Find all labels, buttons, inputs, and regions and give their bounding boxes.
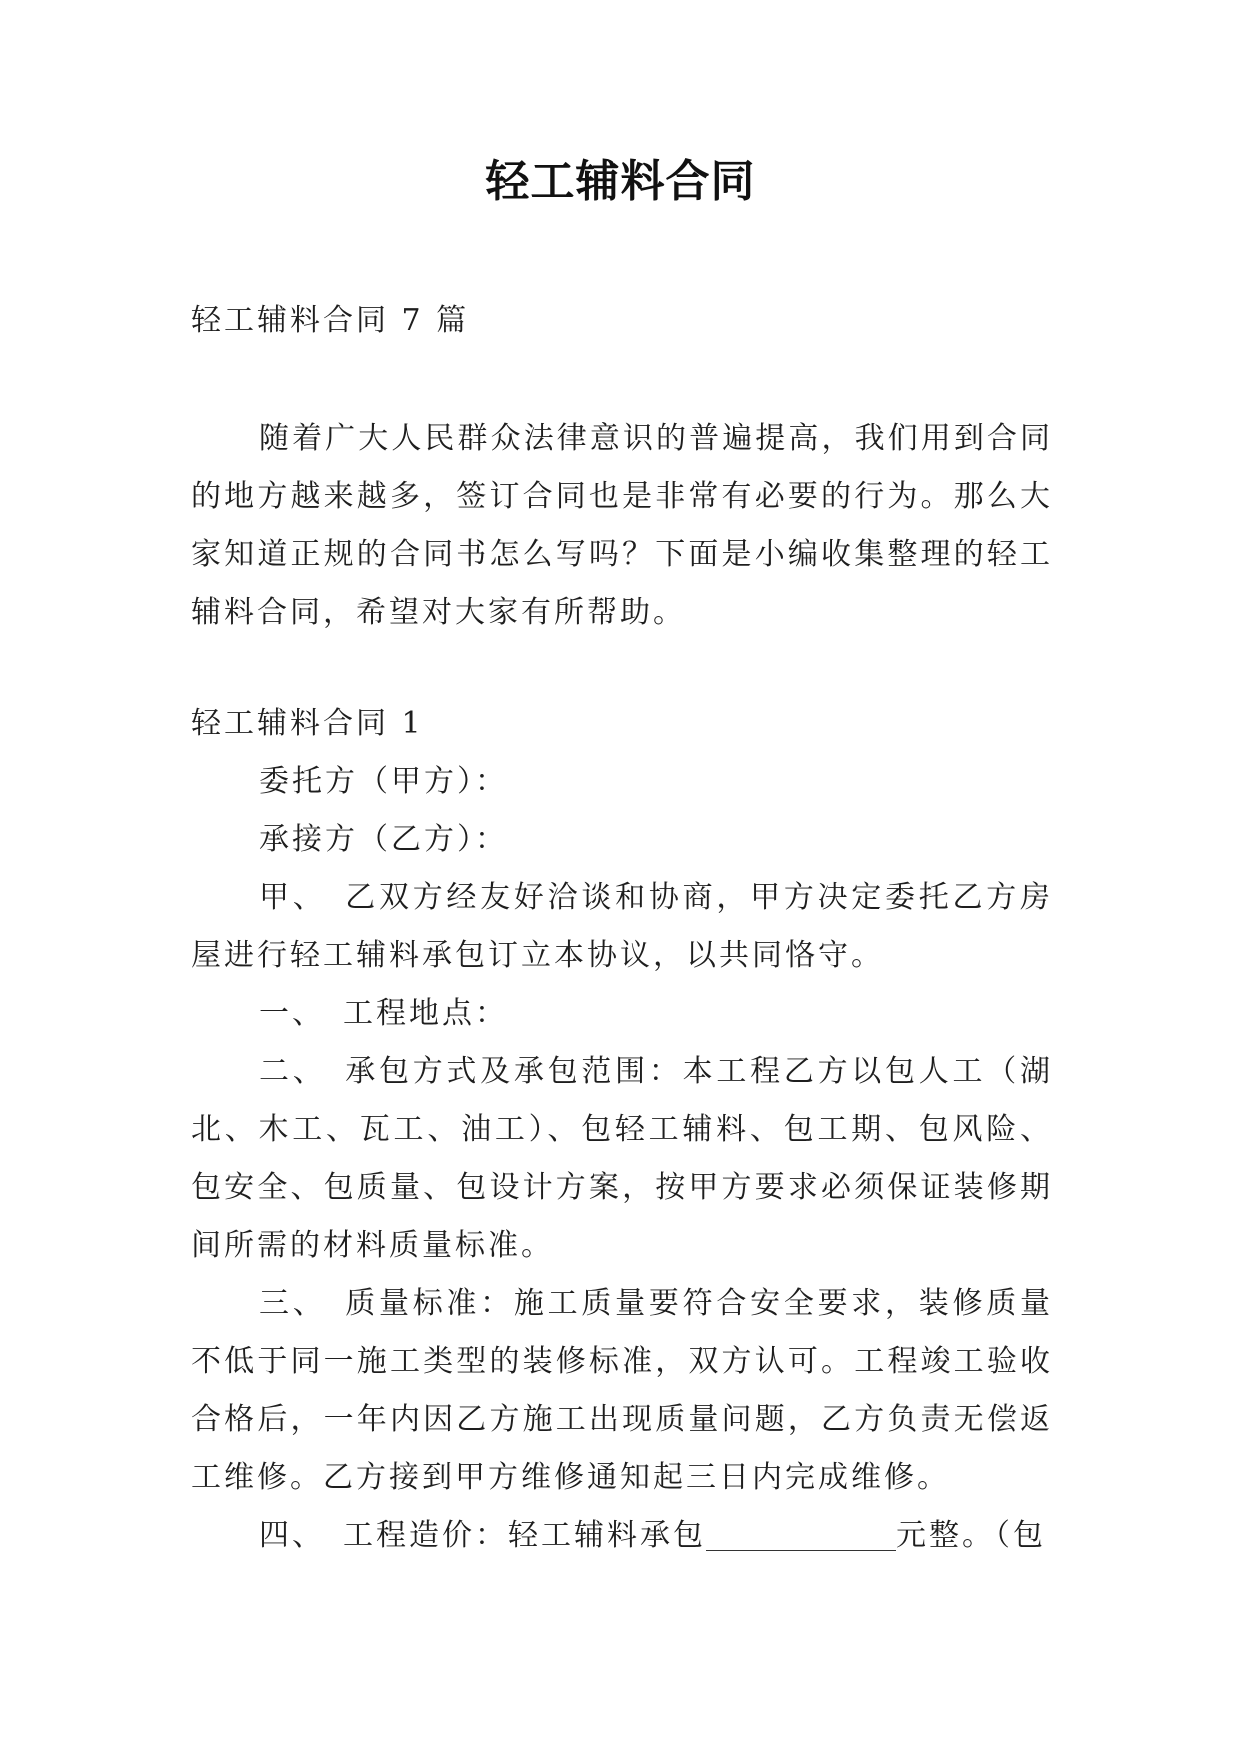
clause-price-after: 元整。（包 bbox=[896, 1518, 1046, 1553]
section-heading: 轻工辅料合同 1 bbox=[191, 706, 424, 741]
party-b-line: 承接方（乙方）： bbox=[259, 822, 508, 857]
subtitle-line: 轻工辅料合同 7 篇 bbox=[191, 303, 470, 338]
intro-paragraph: 随着广大人民群众法律意识的普遍提高，我们用到合同的地方越来越多，签订合同也是非常有必要的行为。那么大家知道正规的合同书怎么写吗？下面是小编收集整理的轻工辅料合同，希望对大家有所帮助。 bbox=[191, 421, 1053, 630]
agreement-paragraph: 甲、 乙双方经友好洽谈和协商，甲方决定委托乙方房屋进行轻工辅料承包订立本协议，以共同恪守。 bbox=[191, 880, 1053, 973]
price-blank-field bbox=[706, 1520, 896, 1551]
intro-block bbox=[191, 410, 1053, 642]
document-title: 轻工辅料合同 bbox=[485, 156, 756, 207]
clause-price-before: 四、 工程造价：轻工辅料承包 bbox=[259, 1518, 706, 1553]
clause-location: 一、 工程地点： bbox=[259, 996, 508, 1031]
party-a-line: 委托方（甲方）： bbox=[259, 764, 508, 799]
contract-section bbox=[191, 695, 1053, 1565]
clause-price bbox=[191, 1507, 1053, 1565]
clause-quality: 三、 质量标准：施工质量要符合安全要求，装修质量不低于同一施工类型的装修标准，双方认可。工程竣工验收合格后，一年内因乙方施工出现质量问题，乙方负责无偿返工维修。乙方接到甲方维修通知起三日内完成维修。 bbox=[191, 1286, 1053, 1495]
clause-scope: 二、 承包方式及承包范围：本工程乙方以包人工（湖北、木工、瓦工、油工）、包轻工辅料、包工期、包风险、包安全、包质量、包设计方案，按甲方要求必须保证装修期间所需的材料质量标准。 bbox=[191, 1054, 1053, 1263]
document-subtitle bbox=[191, 292, 1053, 350]
